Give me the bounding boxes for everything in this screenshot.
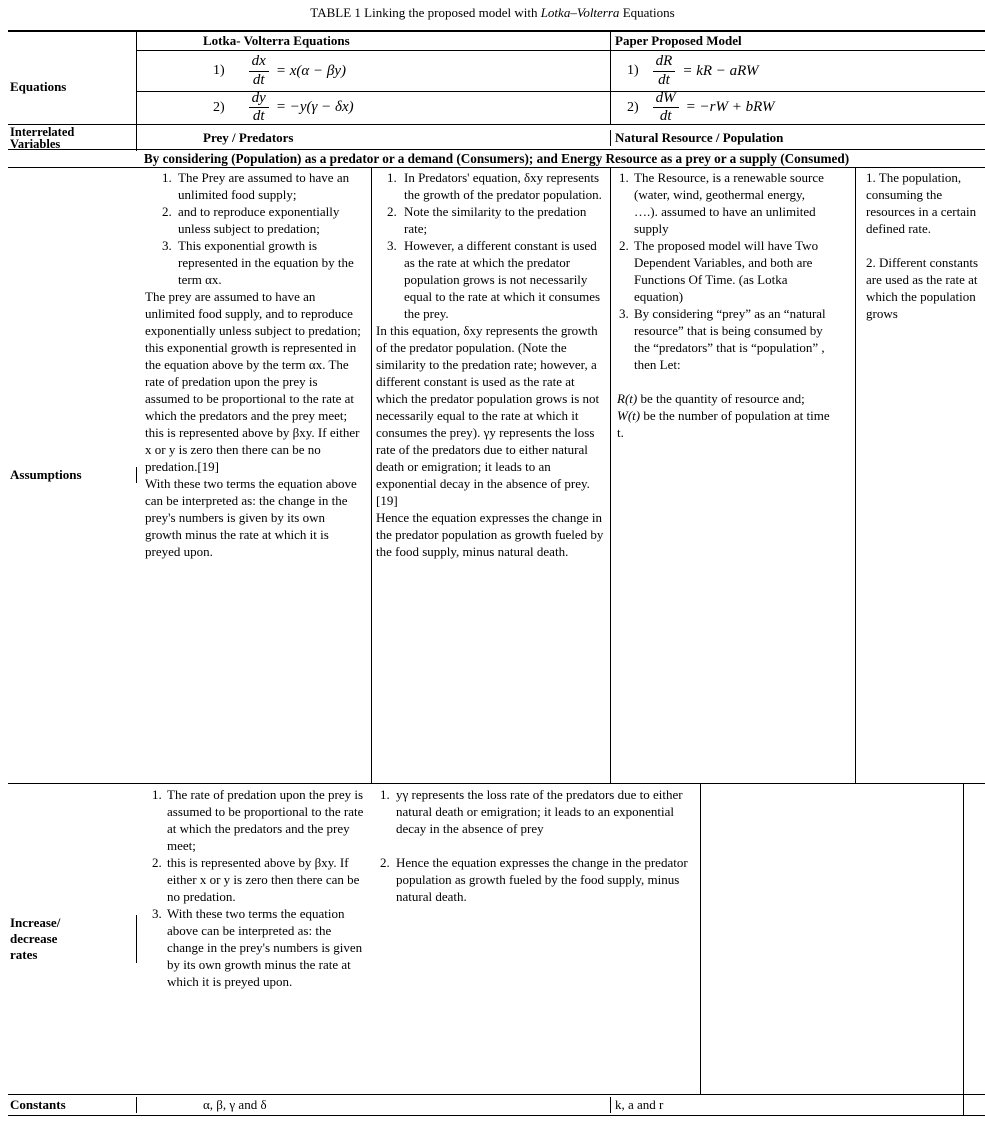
constants-lotka-value: α, β, γ and δ [203, 1096, 267, 1112]
assumptions-predators-list [376, 169, 604, 322]
list-item: 1. The Resource, is a renewable source (water, wind, geothermal energy, ….). assumed to have an unlimited supply [632, 169, 830, 237]
assumptions-predators-paragraph-1: In this equation, δxy represents the growth of the predator population. (Note the similarity to the predation rate; however, a different constant is used as the rate at which the predator population grows is not necessarily equal to the rate at which it consumes the prey). γy represents the loss rate of the predators due to either natural death or emigration; it leads to an exponential decay in the absence of prey.[19] [376, 322, 600, 508]
assumptions-prey-paragraph-1: The prey are assumed to have an unlimited food supply, and to reproduce exponentially unless subject to predation; this exponential growth is represented in the equation above by the term αx. The rate of predation upon the prey is assumed to be proportional to the rate at which the predators and the prey meet; this is represented above by βxy. If either x or y is zero then there can be no predation.[19] [145, 288, 361, 474]
fraction-numerator: dx [249, 54, 269, 72]
assumptions-resource-cell [610, 168, 855, 784]
assumptions-population-paragraph-1: 1. The population, consuming the resources in a certain defined rate. [866, 169, 977, 236]
banner-text: By considering (Population) as a predator or a demand (Consumers); and Energy Resource as a prey or a supply (Consumed) [143, 151, 850, 166]
assumptions-predators-paragraph-2: Hence the equation expresses the change in the predator population as growth fueled by the food supply, minus natural death. [376, 509, 604, 559]
banner-row [8, 150, 985, 168]
assumptions-resource-list [617, 169, 830, 373]
constants-paper-value: k, a and r [610, 1097, 963, 1113]
label-line: Variables [10, 137, 61, 151]
list-item: 2. The proposed model will have Two Dependent Variables, and both are Functions Of Time. (as Lotka equation) [632, 237, 830, 305]
row-label-constants: Constants [8, 1097, 137, 1113]
rates-prey-cell [137, 784, 377, 1094]
fraction [249, 91, 269, 126]
assumptions-prey-list [145, 169, 365, 288]
rates-prey-list [145, 786, 371, 990]
definition-text: be the quantity of resource and; [637, 390, 805, 406]
fraction-denominator: dt [252, 108, 265, 125]
fraction-numerator: dR [653, 54, 676, 72]
list-item: 1. The rate of predation upon the prey is assumed to be proportional to the rate at which the predators and the prey meet; [165, 786, 371, 854]
fraction [653, 54, 676, 89]
fraction-denominator: dt [659, 108, 672, 125]
lotka-volterra-table [8, 30, 985, 1116]
table-title-suffix: Equations [619, 5, 675, 20]
label-line: decrease [10, 930, 58, 946]
equation-number: 2) [213, 99, 225, 115]
interrelated-variables-row [8, 125, 985, 151]
list-item: 2. and to reproduce exponentially unless subject to predation; [175, 203, 365, 237]
assumptions-prey-cell [137, 168, 371, 784]
fraction-numerator: dy [249, 91, 269, 109]
label-line: rates [10, 946, 38, 962]
resource-definition-2 [617, 407, 830, 441]
rates-section [8, 784, 985, 1095]
fraction [249, 54, 269, 89]
rates-empty-cell [700, 784, 963, 1094]
fraction-denominator: dt [658, 71, 670, 88]
list-item: 1. In Predators' equation, δxy represents the growth of the predator population. [400, 169, 604, 203]
rates-predators-cell [377, 784, 700, 1094]
rates-edge-cell [963, 784, 985, 1094]
equation-number: 1) [213, 63, 225, 78]
rates-predators-list [379, 786, 694, 905]
lotka-equation-1 [137, 51, 610, 92]
assumptions-prey-paragraph-2: With these two terms the equation above can be interpreted as: the change in the prey's numbers is given by its own growth minus the rate at which it is preyed upon. [145, 475, 357, 559]
paper-equation-2 [610, 89, 985, 125]
header-empty-cell [8, 32, 137, 51]
table-title-prefix: TABLE 1 Linking the proposed model with [310, 5, 541, 20]
column-header-paper: Paper Proposed Model [610, 32, 985, 51]
assumptions-predators-cell [371, 168, 610, 784]
list-item: 3. This exponential growth is represented in the equation by the term αx. [175, 237, 365, 288]
row-label-equations: Equations [8, 51, 137, 124]
list-item: 2. Note the similarity to the predation rate; [400, 203, 604, 237]
paper-equation-1 [610, 51, 985, 92]
list-item: 3. By considering “prey” as an “natural resource” that is being consumed by the “predators” that is “population” , then Let: [632, 305, 830, 373]
row-label-interrelated-variables [8, 125, 137, 151]
equation-rhs: = −rW + bRW [685, 99, 775, 116]
table-title [0, 5, 985, 21]
resource-definition-1 [617, 390, 830, 407]
label-line: Interrelated [10, 124, 75, 139]
interrelated-paper-value: Natural Resource / Population [610, 130, 985, 146]
assumptions-section [8, 168, 985, 785]
equation-rhs: = x(α − βy) [275, 62, 346, 79]
equation-rhs: = −y(γ − δx) [275, 99, 354, 116]
row-label-assumptions: Assumptions [8, 467, 137, 483]
column-header-lotka: Lotka- Volterra Equations [137, 32, 610, 51]
definition-text: be the number of population at time t. [617, 407, 830, 440]
fraction-denominator: dt [252, 71, 265, 88]
list-item: 2. this is represented above by βxy. If either x or y is zero then there can be no predation. [165, 854, 371, 905]
list-item: 3. With these two terms the equation above can be interpreted as: the change in the prey's numbers is given by its own growth minus the rate at which it is preyed upon. [165, 905, 371, 990]
label-line: Increase/ [10, 914, 61, 930]
constants-edge-cell [963, 1095, 985, 1116]
equation-number: 1) [627, 63, 639, 78]
lotka-equation-2 [137, 89, 610, 125]
variable-r: R(t) [617, 390, 638, 406]
list-item: 1. The Prey are assumed to have an unlimited food supply; [175, 169, 365, 203]
constants-row [8, 1095, 985, 1117]
list-item: 1. yγ represents the loss rate of the predators due to either natural death or emigration; it leads to an exponential decay in the absence of prey [393, 786, 694, 837]
row-label-rates [8, 915, 137, 963]
equations-section [8, 30, 985, 125]
assumptions-population-cell [855, 168, 985, 784]
list-item: 2. Hence the equation expresses the change in the predator population as growth fueled by the food supply, minus natural death. [393, 854, 694, 905]
fraction [653, 91, 679, 126]
variable-w: W(t) [617, 407, 641, 423]
fraction-numerator: dW [653, 91, 679, 109]
assumptions-population-paragraph-2: 2. Different constants are used as the rate at which the population grows [866, 254, 979, 321]
list-item: 3. However, a different constant is used as the rate at which the predator population grows is not necessarily equal to the rate at which it consumes the prey. [400, 237, 604, 322]
table-title-italic: Lotka–Volterra [540, 5, 620, 20]
equation-rhs: = kR − aRW [682, 62, 759, 79]
interrelated-lotka-value: Prey / Predators [203, 129, 294, 145]
equation-number: 2) [627, 99, 639, 115]
